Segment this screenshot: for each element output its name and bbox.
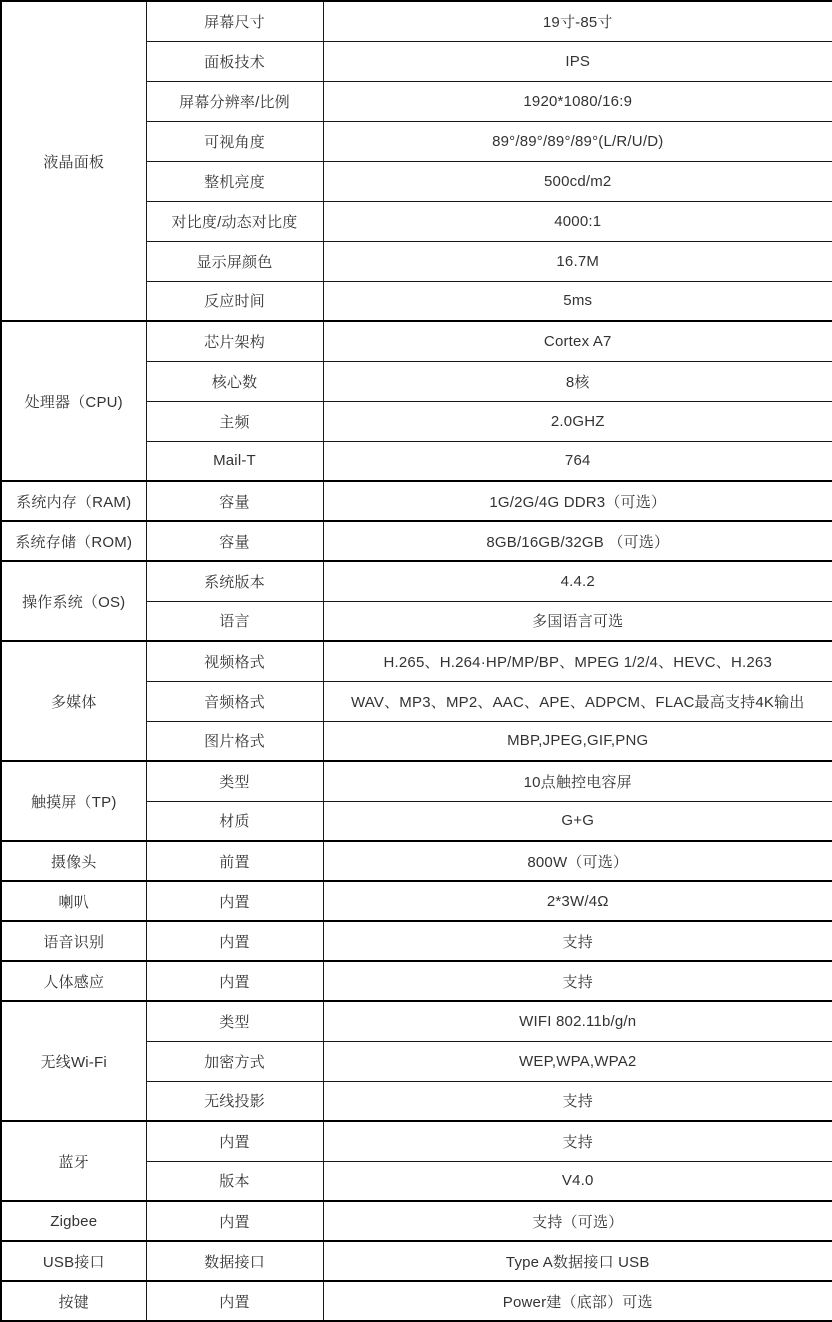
spec-label-cell: 数据接口 <box>146 1241 323 1281</box>
category-cell: 触摸屏（TP) <box>1 761 146 841</box>
spec-value-cell: 4.4.2 <box>323 561 832 601</box>
spec-value-cell: 8核 <box>323 361 832 401</box>
spec-value-cell: H.265、H.264·HP/MP/BP、MPEG 1/2/4、HEVC、H.263 <box>323 641 832 681</box>
spec-row <box>1 761 832 801</box>
category-cell: 喇叭 <box>1 881 146 921</box>
spec-label-cell: 音频格式 <box>146 681 323 721</box>
spec-value-cell: 支持 <box>323 1121 832 1161</box>
spec-value-cell: 5ms <box>323 281 832 321</box>
spec-value-cell: 16.7M <box>323 241 832 281</box>
spec-value-cell: 500cd/m2 <box>323 161 832 201</box>
spec-value-cell: G+G <box>323 801 832 841</box>
spec-value-cell: MBP,JPEG,GIF,PNG <box>323 721 832 761</box>
spec-label-cell: 前置 <box>146 841 323 881</box>
category-cell: 液晶面板 <box>1 1 146 321</box>
spec-label-cell: 加密方式 <box>146 1041 323 1081</box>
spec-value-cell: Power建（底部）可选 <box>323 1281 832 1321</box>
spec-value-cell: V4.0 <box>323 1161 832 1201</box>
spec-row <box>1 841 832 881</box>
spec-value-cell: WAV、MP3、MP2、AAC、APE、ADPCM、FLAC最高支持4K输出 <box>323 681 832 721</box>
category-cell: 蓝牙 <box>1 1121 146 1201</box>
spec-value-cell: Type A数据接口 USB <box>323 1241 832 1281</box>
spec-value-cell: 1G/2G/4G DDR3（可选） <box>323 481 832 521</box>
spec-value-cell: WEP,WPA,WPA2 <box>323 1041 832 1081</box>
spec-row <box>1 1001 832 1041</box>
category-cell: 人体感应 <box>1 961 146 1001</box>
category-cell: 摄像头 <box>1 841 146 881</box>
spec-row <box>1 961 832 1001</box>
category-cell: 操作系统（OS) <box>1 561 146 641</box>
spec-value-cell: 多国语言可选 <box>323 601 832 641</box>
category-cell: Zigbee <box>1 1201 146 1241</box>
spec-label-cell: 类型 <box>146 761 323 801</box>
spec-value-cell: 89°/89°/89°/89°(L/R/U/D) <box>323 121 832 161</box>
spec-value-cell: 支持 <box>323 961 832 1001</box>
spec-label-cell: 视频格式 <box>146 641 323 681</box>
spec-label-cell: 面板技术 <box>146 41 323 81</box>
category-cell: 处理器（CPU) <box>1 321 146 481</box>
spec-row <box>1 1121 832 1161</box>
spec-label-cell: 材质 <box>146 801 323 841</box>
spec-row <box>1 1281 832 1321</box>
spec-row <box>1 1201 832 1241</box>
spec-value-cell: 19寸-85寸 <box>323 1 832 41</box>
spec-label-cell: 屏幕尺寸 <box>146 1 323 41</box>
spec-label-cell: 容量 <box>146 481 323 521</box>
spec-row <box>1 1241 832 1281</box>
spec-row <box>1 521 832 561</box>
spec-value-cell: 10点触控电容屏 <box>323 761 832 801</box>
category-cell: 多媒体 <box>1 641 146 761</box>
spec-label-cell: 整机亮度 <box>146 161 323 201</box>
spec-label-cell: 内置 <box>146 1121 323 1161</box>
spec-label-cell: 对比度/动态对比度 <box>146 201 323 241</box>
spec-value-cell: IPS <box>323 41 832 81</box>
spec-label-cell: 核心数 <box>146 361 323 401</box>
spec-value-cell: 4000:1 <box>323 201 832 241</box>
spec-table-body <box>1 1 832 1321</box>
spec-value-cell: 8GB/16GB/32GB （可选） <box>323 521 832 561</box>
spec-row <box>1 641 832 681</box>
spec-label-cell: 内置 <box>146 1281 323 1321</box>
spec-value-cell: 1920*1080/16:9 <box>323 81 832 121</box>
category-cell: 按键 <box>1 1281 146 1321</box>
spec-row <box>1 321 832 361</box>
spec-row <box>1 561 832 601</box>
category-cell: 无线Wi-Fi <box>1 1001 146 1121</box>
spec-value-cell: Cortex A7 <box>323 321 832 361</box>
spec-value-cell: 2*3W/4Ω <box>323 881 832 921</box>
spec-label-cell: 主频 <box>146 401 323 441</box>
spec-label-cell: 内置 <box>146 921 323 961</box>
spec-label-cell: 系统版本 <box>146 561 323 601</box>
spec-label-cell: 版本 <box>146 1161 323 1201</box>
spec-row <box>1 481 832 521</box>
spec-value-cell: 2.0GHZ <box>323 401 832 441</box>
spec-label-cell: 内置 <box>146 881 323 921</box>
spec-row <box>1 881 832 921</box>
category-cell: 系统内存（RAM) <box>1 481 146 521</box>
spec-label-cell: Mail-T <box>146 441 323 481</box>
spec-label-cell: 内置 <box>146 1201 323 1241</box>
category-cell: 语音识别 <box>1 921 146 961</box>
spec-label-cell: 语言 <box>146 601 323 641</box>
spec-value-cell: 支持（可选） <box>323 1201 832 1241</box>
spec-label-cell: 内置 <box>146 961 323 1001</box>
spec-label-cell: 显示屏颜色 <box>146 241 323 281</box>
spec-label-cell: 无线投影 <box>146 1081 323 1121</box>
spec-label-cell: 类型 <box>146 1001 323 1041</box>
spec-value-cell: 支持 <box>323 1081 832 1121</box>
spec-value-cell: WIFI 802.11b/g/n <box>323 1001 832 1041</box>
spec-label-cell: 反应时间 <box>146 281 323 321</box>
spec-label-cell: 容量 <box>146 521 323 561</box>
category-cell: 系统存储（ROM) <box>1 521 146 561</box>
spec-row <box>1 921 832 961</box>
spec-label-cell: 屏幕分辨率/比例 <box>146 81 323 121</box>
spec-label-cell: 可视角度 <box>146 121 323 161</box>
spec-value-cell: 764 <box>323 441 832 481</box>
spec-value-cell: 支持 <box>323 921 832 961</box>
spec-row <box>1 1 832 41</box>
spec-value-cell: 800W（可选） <box>323 841 832 881</box>
spec-label-cell: 芯片架构 <box>146 321 323 361</box>
spec-label-cell: 图片格式 <box>146 721 323 761</box>
category-cell: USB接口 <box>1 1241 146 1281</box>
